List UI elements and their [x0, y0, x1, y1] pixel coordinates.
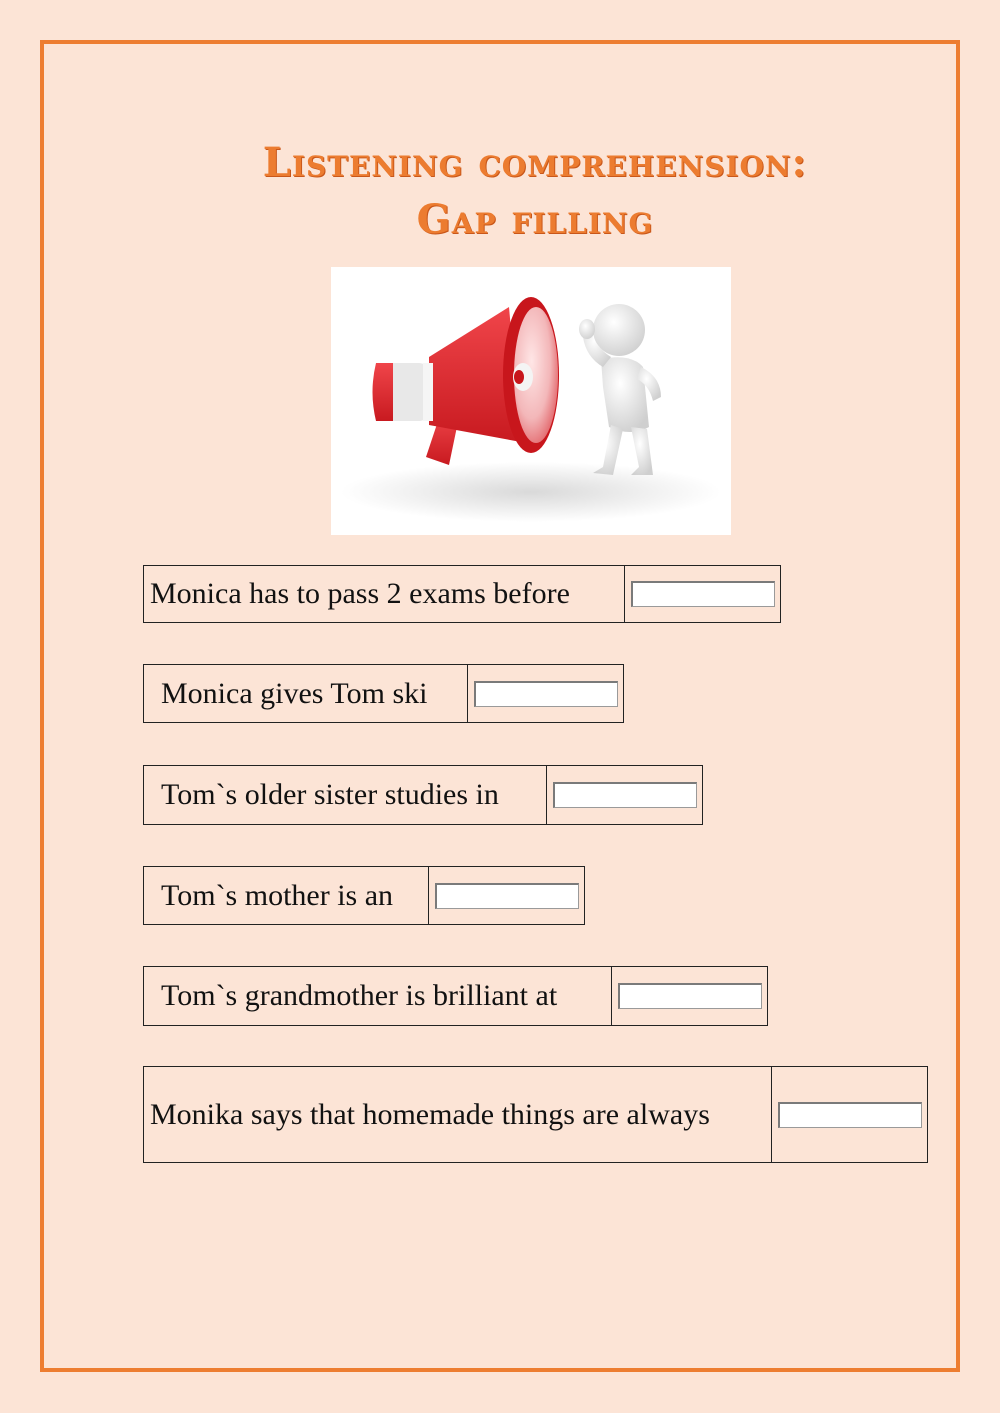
answer-cell [468, 665, 623, 722]
question-text: Monica has to pass 2 exams before [144, 566, 625, 622]
question-text: Tom`s mother is an [144, 867, 429, 924]
question-row-2 [143, 664, 624, 723]
megaphone-listener-icon [331, 267, 731, 535]
answer-cell [612, 967, 767, 1025]
question-row-1 [143, 565, 781, 623]
answer-cell [772, 1067, 927, 1162]
answer-input-6[interactable] [778, 1102, 922, 1128]
question-row-3 [143, 765, 703, 825]
question-text: Tom`s grandmother is brilliant at [144, 967, 612, 1025]
answer-input-2[interactable] [474, 681, 618, 707]
question-row-6 [143, 1066, 928, 1163]
question-text: Monica gives Tom ski [144, 665, 468, 722]
question-text: Tom`s older sister studies in [144, 766, 547, 824]
answer-input-4[interactable] [435, 883, 579, 909]
question-row-4 [143, 866, 585, 925]
question-row-5 [143, 966, 768, 1026]
answer-input-1[interactable] [631, 581, 775, 607]
page-subtitle: Gap filling [416, 196, 654, 243]
megaphone-illustration [331, 267, 731, 535]
answer-cell [429, 867, 584, 924]
answer-cell [625, 566, 780, 622]
question-text: Monika says that homemade things are always [144, 1067, 772, 1162]
answer-input-3[interactable] [553, 782, 697, 808]
answer-input-5[interactable] [618, 983, 762, 1009]
answer-cell [547, 766, 702, 824]
page-title: Listening comprehension: [262, 139, 808, 186]
